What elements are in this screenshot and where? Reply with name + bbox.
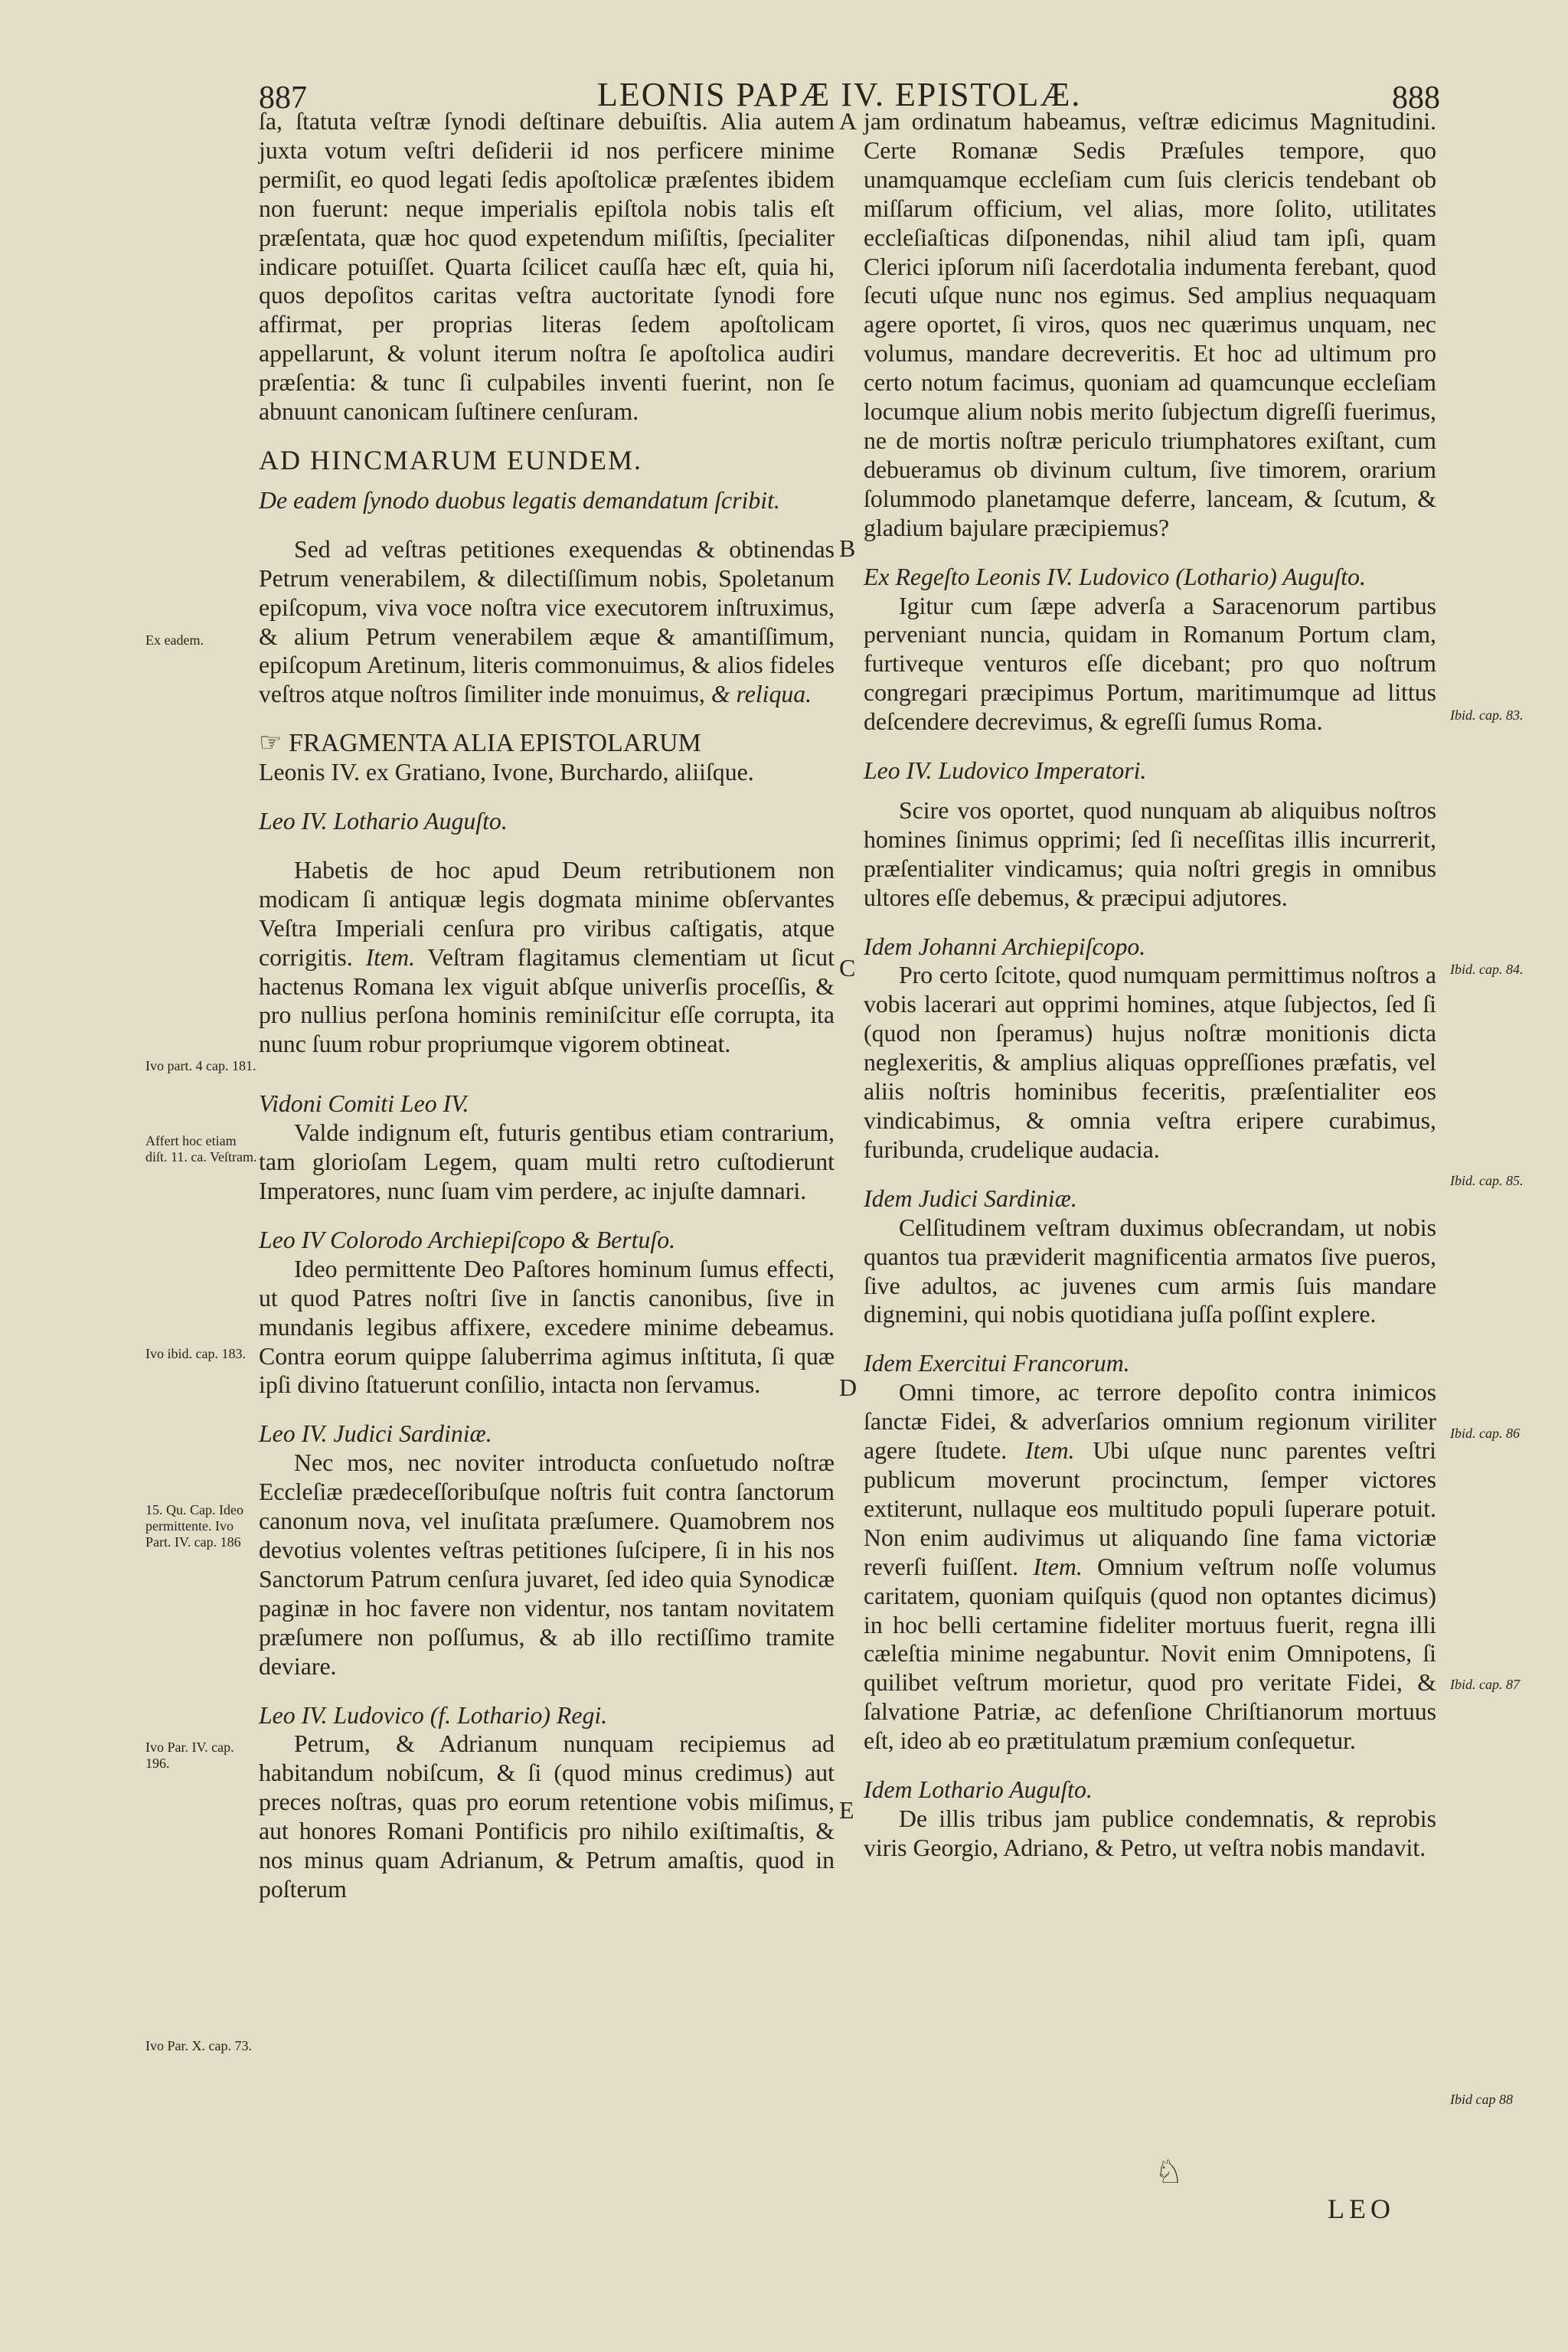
running-title: LEONIS PAPÆ IV. EPISTOLÆ. <box>597 76 1082 113</box>
letter-heading: Leo IV. Ludovico Imperatori. <box>864 757 1147 785</box>
paragraph: Valde indignum eſt, futuris gentibus etiam contrarium, tam glorioſam Legem, quam multi retro cuſtodierunt Imperatores, nunc ſuam vim perdere, ac injuſte damnari. <box>259 1119 835 1204</box>
letter-heading: Idem Lothario Auguſto. <box>864 1776 1093 1804</box>
pointing-hand-icon: ☞ <box>259 729 283 758</box>
section-letter: B <box>839 534 856 562</box>
right-column <box>864 107 1436 1863</box>
fragments-subheading: Leonis IV. ex Gratiano, Ivone, Burchardo, aliiſque. <box>259 759 754 786</box>
letter-heading: Idem Judici Sardiniæ. <box>864 1184 1077 1212</box>
paragraph: Ideo permittente Deo Paſtores hominum ſumus effecti, ut quod Patres noſtri ſive in ſanctis canonibus, ſive in mundanis legibus affixere, excedere minime debeamus. Contra eorum quippe ſaluberrima agimus inſtituta, ſi quæ ipſi divino ſtatuerunt conſilio, intacta non ſervamus. <box>259 1255 835 1399</box>
letter-heading: Idem Exercitui Francorum. <box>864 1350 1130 1377</box>
margin-note: Ibid. cap. 83. <box>1450 707 1524 723</box>
margin-note: Ibid cap 88 <box>1450 2092 1513 2107</box>
section-letter: C <box>839 954 856 982</box>
paragraph: Omni timore, ac terrore depoſito contra inimicos ſanctæ Fidei, & adverſarios omnium regionum viriliter agere ſtudete. Item. Ubi uſque nunc parentes veſtri publicum moverunt procinctum, ſemper victores extiterunt, nullaque eos multitudo populi ſuperare potuit. Non enim audivimus ut aliquando ſine fama victoriæ reverſi fuiſſent. Item. Omnium veſtrum noſſe volumus caritatem, quoniam quiſquis (quod non optantes dicimus) in hoc belli certamine fideliter mortuus fuerit, regna illi cæleſtia minime negabuntur. Novit enim Omnipotens, ſi quilibet veſtrum morietur, quod pro veritate Fidei, & ſalvatione Patriæ, ac defenſione Chriſtianorum mortuus eſt, ideo ab eo prætitulatum præmium conſequetur. <box>864 1379 1436 1755</box>
letter-heading: Leo IV. Lothario Auguſto. <box>259 808 508 835</box>
paragraph: Habetis de hoc apud Deum retributionem non modicam ſi antiquæ legis dogmata minime obſervantes Veſtra Imperiali cenſura pro viribus caſtigatis, atque corrigitis. Item. Veſtram flagitamus clementiam ut ſicut hactenus Romana lex viguit abſque univerſis proceſſis, & pro nullius perſona hominis reminiſcitur eſſe corrupta, ita nunc ſuum robur propriumque vigorem obtineat. <box>259 856 835 1058</box>
letter-heading: Leo IV. Judici Sardiniæ. <box>259 1420 492 1448</box>
section-letter: E <box>839 1796 854 1824</box>
letter-heading: Leo IV. Ludovico (f. Lothario) Regi. <box>259 1701 608 1729</box>
letter-heading: Idem Johanni Archiepiſcopo. <box>864 933 1146 960</box>
margin-note: Ex eadem. <box>145 632 204 648</box>
paragraph: Sed ad veſtras petitiones exequendas & obtinendas Petrum venerabilem, & dilectiſſimum nobis, Spoletanum epiſcopum, viva voce noſtra vice executorem inſtruximus, & alium Petrum venerabilem æque & amantiſſimum, epiſcopum Aretinum, literis commonuimus, & alios fideles veſtros atque noſtros ſimiliter inde monuimus, & reliqua. <box>259 535 835 708</box>
section-letter: D <box>839 1374 858 1401</box>
margin-note: Ibid. cap. 84. <box>1450 962 1524 977</box>
page-number-right: 888 <box>1392 80 1440 116</box>
catchword: LEO <box>1328 2194 1395 2224</box>
section-subheading: De eadem ſynodo duobus legatis demandatum ſcribit. <box>259 486 780 514</box>
paragraph: Scire vos oportet, quod nunquam ab aliquibus noſtros homines ſinimus opprimi; ſed ſi neceſſitas illis incurrerit, præſentialiter vindicamus; quia noſtri gregis in omnibus ultores eſſe debemus, & præcipui adjutores. <box>864 796 1436 911</box>
paragraph: jam ordinatum habeamus, veſtræ edicimus Magnitudini. Certe Romanæ Sedis Præſules tempore, quo unamquamque eccleſiam cum ſuis clericis tendebant ob miſſarum officium, vel alias, more ſolito, utilitates eccleſiaſticas diſponendas, nihil aliud tam ipſi, quam Clerici ipſorum niſi ſacerdotalia indumenta ferebant, quod ſecuti uſque nunc nos egimus. Sed amplius nequaquam agere oportet, ſi viros, quos nec quærimus unquam, nec volumus, mandare decreveritis. Et hoc ad ultimum pro certo notum facimus, quoniam ad quamcunque eccleſiam locumque alium nobis merito ſubjectum digreſſi fuerimus, ne de mortis noſtræ periculo triumphatores exiſtant, cum debueramus ob divinum cultum, ſive timorem, orarium ſolummodo planetamque deferre, lanceam, & ſcutum, & gladium bajulare præcipiemus? <box>864 108 1436 541</box>
fragments-heading: ☞ FRAGMENTA ALIA EPISTOLARUM <box>259 729 701 758</box>
page-number-left: 887 <box>259 80 307 116</box>
margin-note: Ivo part. 4 cap. 181. <box>145 1058 256 1073</box>
paragraph: Igitur cum ſæpe adverſa a Saracenorum partibus perveniant nuncia, quidam in Romanum Portum clam, furtiveque venturos eſſe dicebant; pro quo noſtrum congregari præcipimus Portum, maritimumque ad littus deſcendere decrevimus, & egreſſi ſumus Roma. <box>864 592 1436 736</box>
margin-note: 15. Qu. Cap. Ideo permittente. Ivo Part. IV. cap. 186 <box>145 1502 243 1550</box>
printer-ornament-icon: ♘ <box>1155 2153 1184 2190</box>
margin-note: Ibid. cap. 85. <box>1450 1173 1524 1188</box>
section-letter: A <box>839 107 858 135</box>
paragraph: Nec mos, nec noviter introducta conſuetudo noſtræ Eccleſiæ prædeceſſoribuſque noſtris fuit contra ſanctorum canonum nova, vel inuſitata præſumere. Quamobrem nos devotius volentes veſtras petitiones ſuſcipere, ſi in his nos Sanctorum Patrum cenſura juvaret, ſed ideo quia Synodicæ paginæ in hoc favere non videntur, nos tantam novitatem præſumere non poſſumus, & ab illo rectiſſimo tramite deviare. <box>259 1449 835 1680</box>
margin-note: Ibid. cap. 87 <box>1450 1677 1520 1692</box>
margin-note: Ivo Par. X. cap. 73. <box>145 2038 252 2053</box>
margin-note: Affert hoc etiam diſt. 11. ca. Veſtram. <box>145 1133 257 1165</box>
letter-heading: Ex Regeſto Leonis IV. Ludovico (Lothario) Auguſto. <box>864 563 1366 590</box>
letter-heading: Vidoni Comiti Leo IV. <box>259 1090 469 1118</box>
margin-note: Ivo ibid. cap. 183. <box>145 1346 246 1361</box>
section-heading: AD HINCMARUM EUNDEM. <box>259 444 643 475</box>
paragraph: ſa, ſtatuta veſtræ ſynodi deſtinare debuiſtis. Alia autem juxta votum veſtri deſiderii id nos perficere minime permiſit, eo quod legati ſedis apoſtolicæ præſentes ibidem non fuerunt: neque imperialis epiſtola nobis talis eſt præſentata, quæ hoc quod expetendum miſiſtis, ſpecialiter indicare potuiſſet. Quarta ſcilicet cauſſa hæc eſt, quia hi, quos depoſitos caritas veſtra auctoritate ſynodi fore affirmat, per proprias literas ſedem apoſtolicam appellarunt, & volunt iterum noſtra ſe apoſtolica audiri præſentia: & tunc ſi culpabiles inventi fuerint, non ſe abnuunt canonicam ſuſtinere cenſuram. <box>259 108 835 426</box>
letter-heading: Leo IV Colorodo Archiepiſcopo & Bertuſo. <box>259 1226 676 1253</box>
paragraph: Pro certo ſcitote, quod numquam permittimus noſtros a vobis lacerari aut opprimi homines, atque ſubjectos, ſed ſi (quod non ſperamus) hujus noſtræ monitionis dicta neglexeritis, & amplius aliquas oppreſſiones præfatis, vel aliis noſtris hominibus feceritis, præſentialiter eos vindicabimus, & omnia veſtra eripere curabimus, furibunda, crudelique audacia. <box>864 962 1436 1163</box>
margin-note: Ivo Par. IV. cap. 196. <box>145 1740 234 1771</box>
left-column <box>259 107 835 1904</box>
paragraph: De illis tribus jam publice condemnatis, & reprobis viris Georgio, Adriano, & Petro, ut veſtra nobis mandavit. <box>864 1805 1436 1861</box>
paragraph: Celſitudinem veſtram duximus obſecrandam, ut nobis quantos tua præviderit magnificentia armatos ſive pueros, ſive adultos, ac juvenes cum armis ſuis mandare dignemini, qui nobis quotidiana juſſa poſſint explere. <box>864 1214 1436 1328</box>
margin-note: Ibid. cap. 86 <box>1450 1426 1520 1441</box>
paragraph: Petrum, & Adrianum nunquam recipiemus ad habitandum nobiſcum, & ſi (quod minus credimus) aut preces noſtras, quas pro eorum retentione vobis miſimus, aut honores Romani Pontificis pro nihilo exiſtimaſtis, & nos minus quam Adrianum, & Petrum amaſtis, quod in poſterum <box>259 1730 835 1903</box>
